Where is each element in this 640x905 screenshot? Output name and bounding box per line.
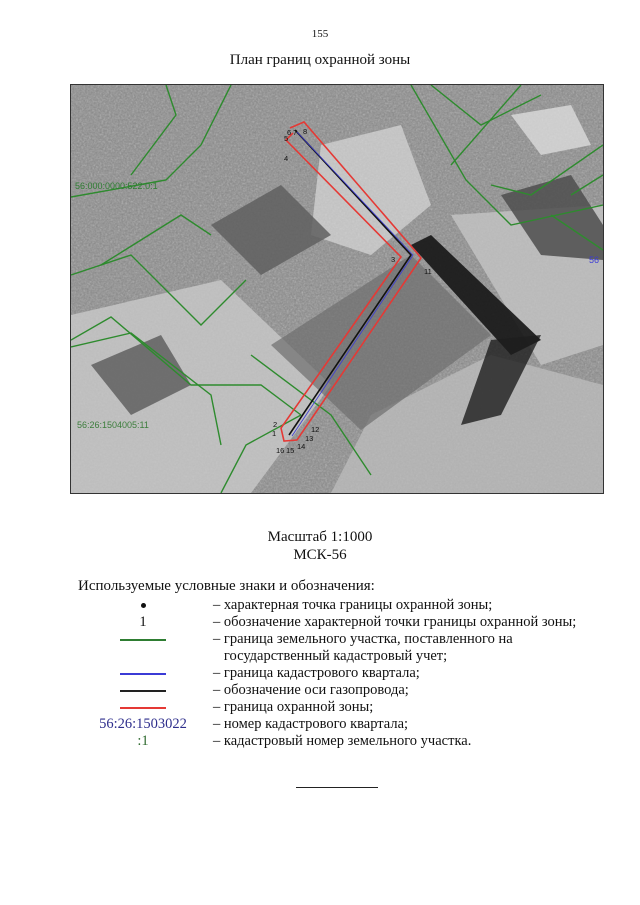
point-label-15: 15 [286, 446, 295, 455]
point-label-1: 1 [272, 429, 277, 438]
legend-item-plot-number [78, 733, 618, 750]
legend-symbol-number [78, 614, 208, 631]
legend-item-point-number [78, 614, 618, 631]
point-label-11: 11 [424, 267, 432, 276]
legend-item-protection-zone [78, 699, 618, 716]
legend-symbol-plot-number [78, 733, 208, 750]
legend-symbol-blue-line [78, 665, 208, 682]
legend-description: – номер кадастрового квартала; [213, 716, 409, 732]
scale-block [0, 528, 640, 564]
red-line-icon [120, 707, 166, 709]
point-label-16: 16 [276, 446, 285, 455]
legend-symbol-green-line [78, 631, 208, 648]
plot-label-bottom-left: 56:26:1504005:11 [77, 420, 149, 430]
legend-description: – обозначение характерной точки границы охранной зоны; [213, 614, 577, 630]
point-label-5: 5 [284, 134, 289, 143]
legend-description: – граница кадастрового квартала; [213, 665, 420, 681]
point-label-8: 8 [303, 127, 308, 136]
footer-divider [296, 787, 378, 788]
legend-symbol-text: :1 [137, 733, 149, 749]
point-label-6: 6 [287, 128, 292, 137]
point-label-4: 4 [284, 154, 289, 163]
crs-text: МСК-56 [293, 547, 347, 563]
page-number: 155 [311, 28, 329, 40]
legend-symbol-text: 1 [139, 614, 147, 630]
point-label-2: 2 [273, 420, 278, 429]
legend-description: – характерная точка границы охранной зоны; [213, 597, 493, 613]
legend-symbol-text: 56:26:1503022 [99, 716, 187, 732]
scale-text: Масштаб 1:1000 [267, 529, 373, 545]
legend-symbol-quarter-number [78, 716, 208, 733]
boundary-plan-map [70, 84, 604, 494]
legend-description: – кадастровый номер земельного участка. [213, 733, 472, 749]
legend-item-plot-boundary [78, 631, 618, 665]
legend-symbol-red-line [78, 699, 208, 716]
aerial-map-svg [71, 85, 603, 493]
point-dot-icon [141, 603, 146, 608]
black-line-icon [120, 690, 166, 692]
point-label-12: 12 [311, 425, 320, 434]
green-line-icon [120, 639, 166, 641]
legend [78, 597, 618, 750]
legend-description: – обозначение оси газопровода; [213, 682, 409, 698]
page-title: План границ охранной зоны [229, 52, 411, 68]
legend-symbol-dot [78, 597, 208, 614]
plot-label-top-left: 56:000:0000:522:0:1 [75, 181, 158, 191]
quarter-label-right: 56 [589, 255, 600, 265]
blue-line-icon [120, 673, 166, 675]
point-label-3: 3 [391, 255, 396, 264]
legend-item-quarter-number [78, 716, 618, 733]
point-label-7: 7 [293, 128, 298, 137]
legend-description: – граница охранной зоны; [213, 699, 374, 715]
legend-description: – граница земельного участка, поставленного на государственный кадастровый учет; [213, 631, 513, 664]
legend-item-pipeline-axis [78, 682, 618, 699]
point-label-14: 14 [297, 442, 306, 451]
legend-symbol-black-line [78, 682, 208, 699]
point-label-13: 13 [305, 434, 314, 443]
legend-item-characteristic-point [78, 597, 618, 614]
legend-title: Используемые условные знаки и обозначения: [78, 578, 375, 594]
legend-item-quarter-boundary [78, 665, 618, 682]
